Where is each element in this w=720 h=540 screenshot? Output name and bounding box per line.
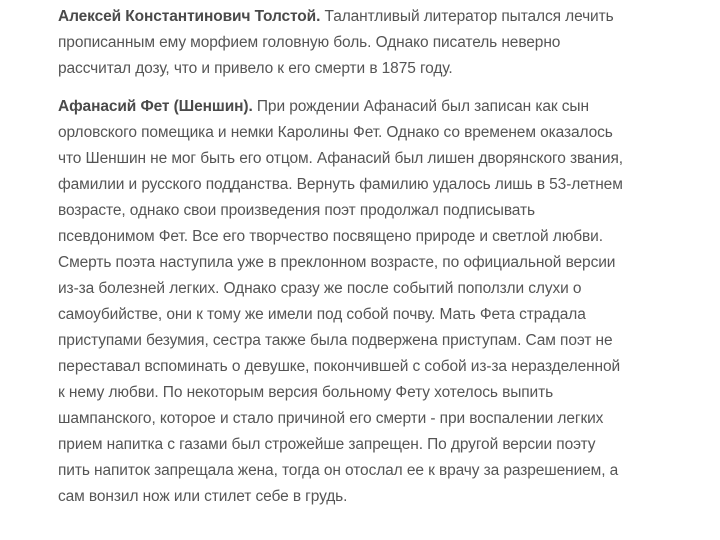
text-line: к нему любви. По некоторым версия больному Фету хотелось выпить	[58, 384, 554, 401]
text-line: что Шеншин не мог быть его отцом. Афанасий был лишен дворянского звания,	[58, 150, 623, 167]
paragraph-fet	[58, 94, 623, 510]
text-line	[58, 94, 589, 120]
text-line: прием напитка с газами был строжейше запрещен. По другой версии поэту	[58, 436, 596, 453]
text-line: Смерть поэта наступила уже в преклонном возрасте, по официальной версии	[58, 254, 616, 271]
text-line: возрасте, однако свои произведения поэт продолжал подписывать	[58, 202, 535, 219]
text-line: приступами безумия, сестра также была подвержена приступам. Сам поэт не	[58, 332, 613, 349]
text-line: рассчитал дозу, что и привело к его смерти в 1875 году.	[58, 60, 453, 77]
text-line: фамилии и русского подданства. Вернуть фамилию удалось лишь в 53-летнем	[58, 176, 623, 193]
paragraph-lead-name: Афанасий Фет (Шеншин).	[58, 98, 253, 115]
text-line-content: При рождении Афанасий был записан как сын	[252, 98, 589, 115]
text-line: пить напиток запрещала жена, тогда он отослал ее к врачу за разрешением, а	[58, 462, 619, 479]
text-line: шампанского, которое и стало причиной его смерти - при воспалении легких	[58, 410, 604, 427]
text-line: из-за болезней легких. Однако сразу же после событий поползли слухи о	[58, 280, 582, 297]
paragraph-lead-name: Алексей Константинович Толстой.	[58, 8, 321, 25]
paragraph-tolstoy	[58, 4, 614, 82]
text-line: орловского помещика и немки Каролины Фет. Однако со временем оказалось	[58, 124, 613, 141]
text-line: псевдонимом Фет. Все его творчество посвящено природе и светлой любви.	[58, 228, 603, 245]
text-line: переставал вспоминать о девушке, покончившей с собой из-за неразделенной	[58, 358, 621, 375]
text-line: прописанным ему морфием головную боль. Однако писатель неверно	[58, 34, 561, 51]
text-line: сам вонзил нож или стилет себе в грудь.	[58, 488, 348, 505]
text-line	[58, 4, 614, 30]
text-line-content: Талантливый литератор пытался лечить	[320, 8, 614, 25]
text-line: самоубийстве, они к тому же имели под собой почву. Мать Фета страдала	[58, 306, 586, 323]
